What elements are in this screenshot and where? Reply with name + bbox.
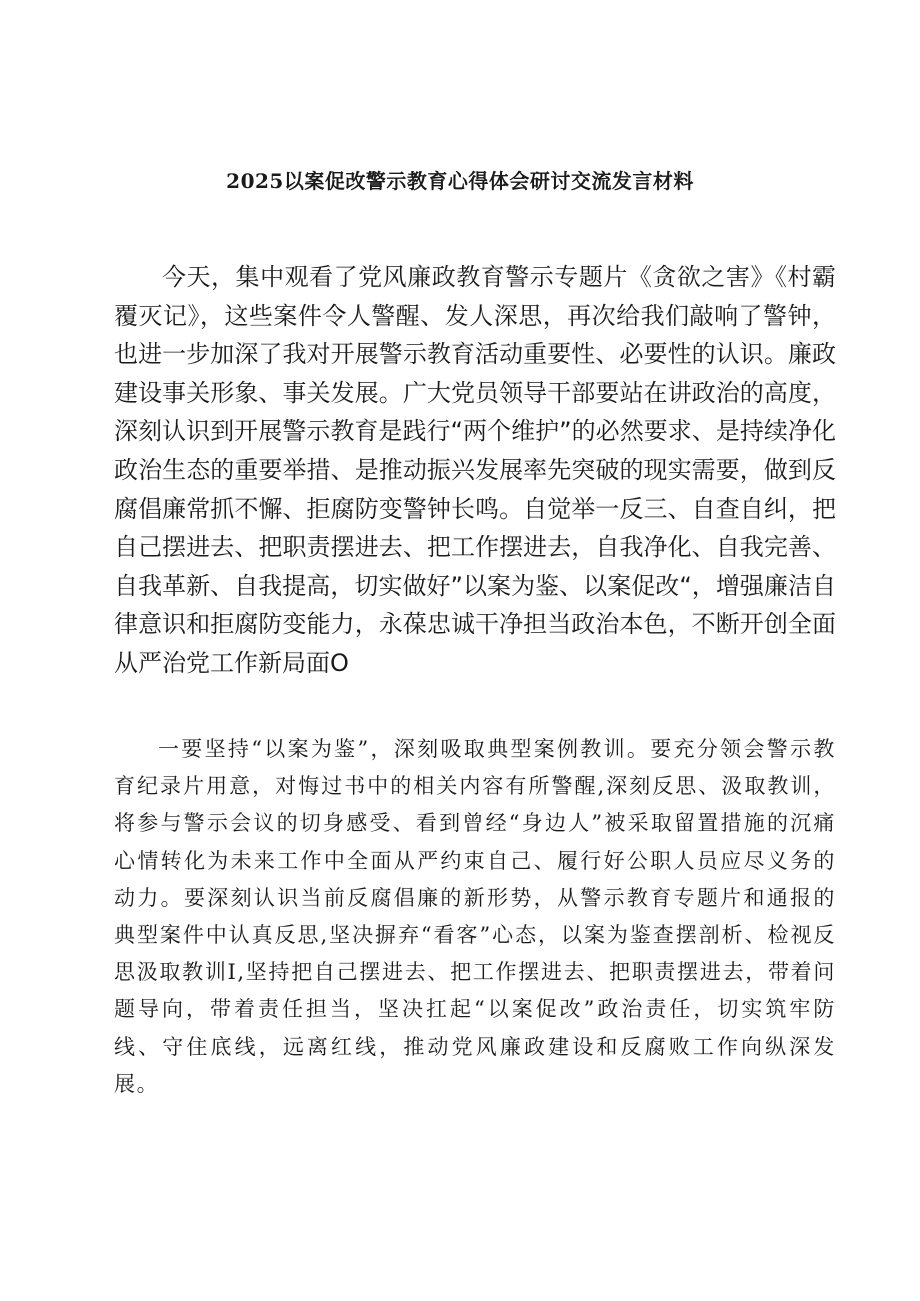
paragraph-intro: 今天，集中观看了党风廉政教育警示专题片《贪欲之害》《村霸覆灭记》，这些案件令人警醒、发人深思，再次给我们敲响了警钟，也进一步加深了我对开展警示教育活动重要性、必要性的认识。廉政建设事关形象、事关发展。广大党员领导干部要站在讲政治的高度，深刻认识到开展警示教育是践行“两个维护”的必然要求、是持续净化政治生态的重要举措、是推动振兴发展率先突破的现实需要，做到反腐倡廉常抓不懈、拒腐防变警钟长鸣。自觉举一反三、自查自纠，把自己摆进去、把职责摆进去、把工作摆进去，自我净化、自我完善、自我革新、自我提高，切实做好”以案为鉴、以案促改“，增强廉洁自律意识和拒腐防变能力，永葆忠诚干净担当政治本色，不断开创全面从严治党工作新局面O	[114, 263, 836, 677]
document-title: 2025以案促改警示教育心得体会研讨交流发言材料	[226, 169, 694, 193]
paragraph-point-one: 一要坚持“以案为鉴”，深刻吸取典型案例教训。要充分领会警示教育纪录片用意，对悔过书中的相关内容有所警醒,深刻反思、汲取教训，将参与警示会议的切身感受、看到曾经“身边人”被采取留置措施的沉痛心情转化为未来工作中全面从严约束自己、履行好公职人员应尽义务的动力。要深刻认识当前反腐倡廉的新形势，从警示教育专题片和通报的典型案件中认真反思,坚决摒弃“看客”心态，以案为鉴查摆剖析、检视反思汲取教训I,坚持把自己摆进去、把工作摆进去、把职责摆进去，带着问题导向，带着责任担当，坚决扛起“以案促改”政治责任，切实筑牢防线、守住底线，远离红线，推动党风廉政建设和反腐败工作向纵深发展。	[114, 737, 836, 1096]
